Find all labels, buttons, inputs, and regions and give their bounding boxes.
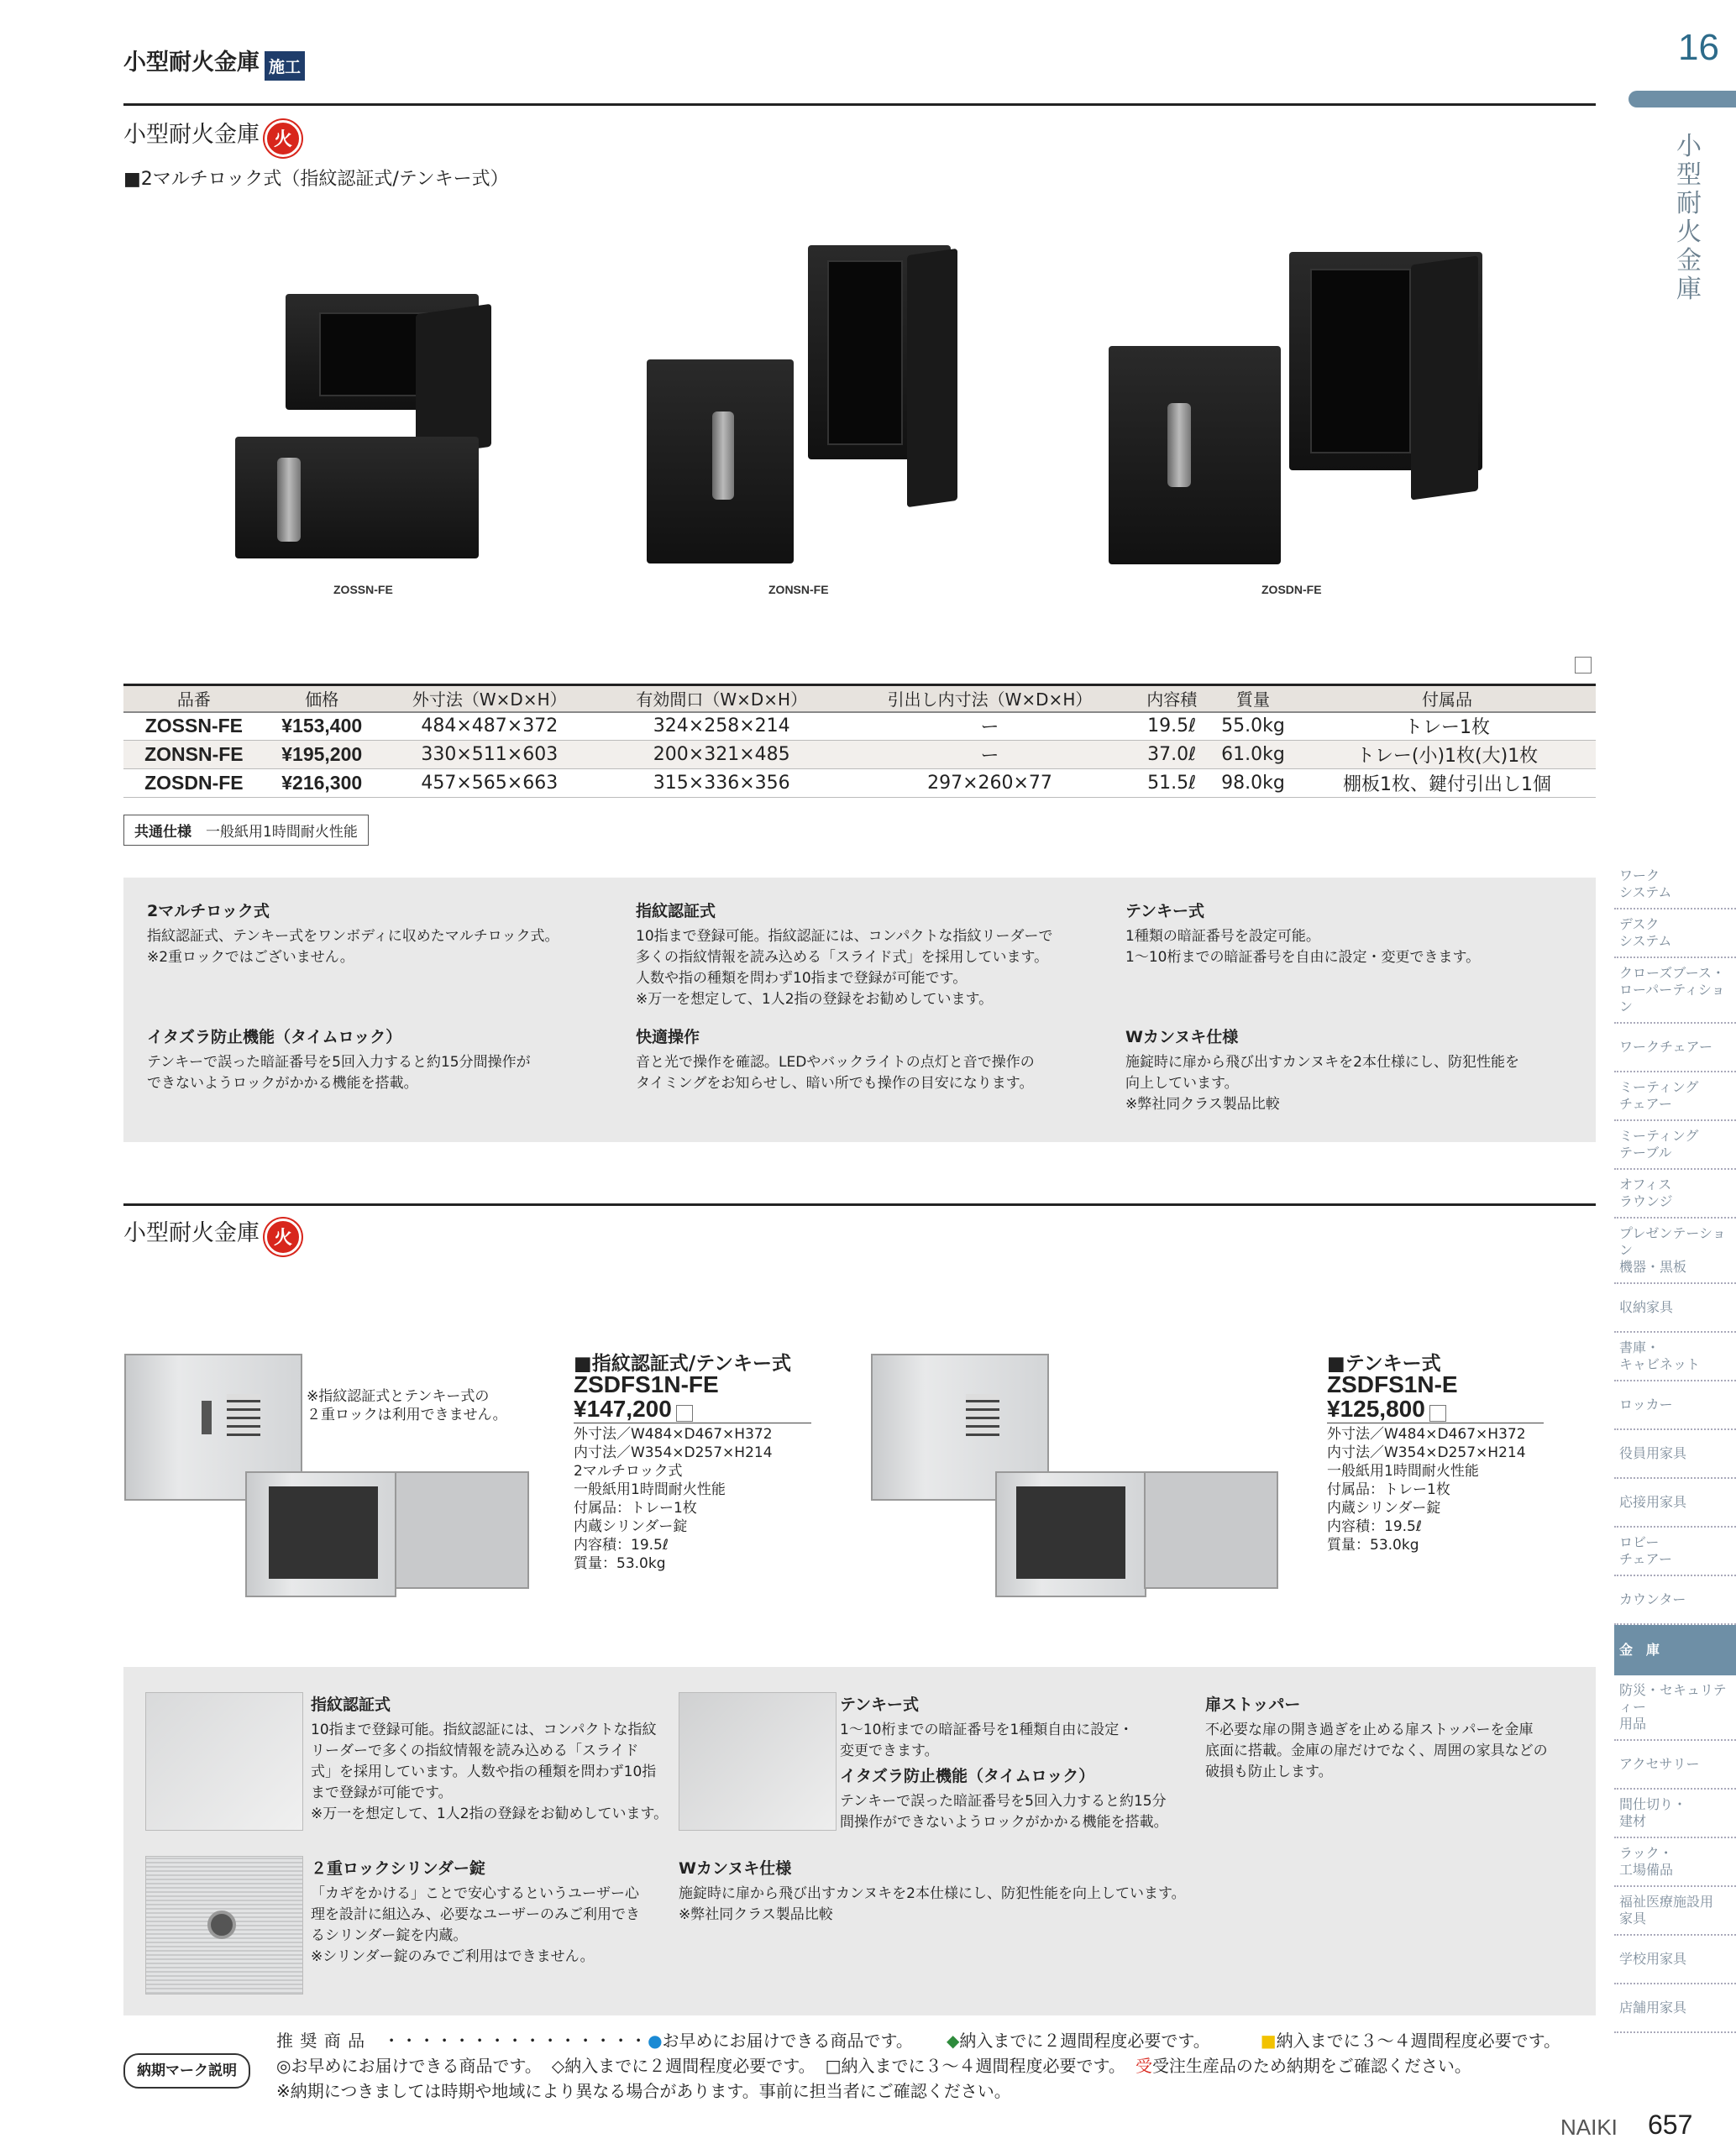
keypad-photo bbox=[679, 1692, 837, 1831]
sidebar-item[interactable]: ラック・ 工場備品 bbox=[1614, 1838, 1736, 1887]
table-cell: 61.0kg bbox=[1208, 741, 1298, 769]
section2-rule bbox=[123, 1203, 1596, 1206]
feature-body: 10指まで登録可能。指紋認証には、コンパクトな指紋 リーダーで多くの指紋情報を読み込める「スライド 式」を採用しています。人数や指の種類を問わず10指 まで登録が可能です。 ※万一を想定して、1人2指の登録をお勧めしています。 bbox=[311, 1722, 669, 1822]
product1-price: ¥147,200 bbox=[574, 1396, 672, 1422]
product2-delivery-mark bbox=[1429, 1405, 1446, 1422]
sidebar-nav bbox=[1614, 861, 1736, 2033]
legend-recommended: 推 奨 商 品 ・・・・・・・・・・・・・・・ bbox=[276, 2031, 648, 2051]
product2-price-row bbox=[1327, 1397, 1446, 1422]
sidebar-item[interactable]: カウンター bbox=[1614, 1576, 1736, 1625]
product2-type: ■テンキー式 bbox=[1327, 1353, 1441, 1375]
chapter-number: 16 bbox=[1678, 27, 1719, 68]
table-cell: トレー1枚 bbox=[1298, 712, 1596, 741]
feature-heading: テンキー式 bbox=[840, 1696, 920, 1714]
table-header: 品番 bbox=[123, 685, 265, 712]
sidebar-item[interactable]: 役員用家具 bbox=[1614, 1430, 1736, 1479]
feature-block bbox=[311, 1856, 640, 1968]
feature-body: テンキーで誤った暗証番号を5回入力すると約15分 間操作ができないようロックがかかる機能を搭載。 bbox=[840, 1793, 1168, 1831]
table-cell: ZOSSN-FE bbox=[123, 712, 265, 741]
feature-block bbox=[311, 1692, 668, 1825]
table-cell: 19.5ℓ bbox=[1135, 712, 1208, 741]
delivery-mark-checkbox bbox=[1575, 657, 1592, 674]
table-cell: 324×258×214 bbox=[600, 712, 844, 741]
product1-specs: 外寸法／W484×D467×H372 内寸法／W354×D257×H214 2マルチロック式 一般紙用1時間耐火性能 付属品：トレー1枚 内蔵シリンダー錠 内容積：19.5ℓ 質量：53.0kg bbox=[574, 1426, 773, 1572]
sidebar-item[interactable]: 収納家具 bbox=[1614, 1284, 1736, 1333]
feature-block bbox=[840, 1764, 1168, 1833]
legend-note: ※納期につきましては時期や地域により異なる場合があります。事前に担当者にご確認ください。 bbox=[276, 2081, 1011, 2101]
feature-body: 音と光で操作を確認。LEDやバックライトの点灯と音で操作の タイミングをお知らせし、暗い所でも操作の目安になります。 bbox=[636, 1054, 1035, 1092]
section1-heading bbox=[123, 116, 302, 157]
feature-body: 不必要な扉の開き過ぎを止める扉ストッパーを金庫 底面に搭載。金庫の扉だけでなく、周囲の家具などの 破損も防止します。 bbox=[1205, 1722, 1548, 1780]
feature-heading: 指紋認証式 bbox=[311, 1696, 391, 1714]
feature-block bbox=[1205, 1692, 1548, 1783]
legend-blue: ●お早めにお届けできる商品です。 bbox=[648, 2031, 913, 2051]
legend-order: 受受注生産品のため納期をご確認ください。 bbox=[1135, 2056, 1471, 2076]
section2-heading bbox=[123, 1214, 302, 1255]
header-rule bbox=[123, 103, 1596, 106]
fingerprint-photo bbox=[145, 1692, 303, 1831]
feature-body: 施錠時に扉から飛び出すカンヌキを2本仕様にし、防犯性能を向上しています。 ※弊社同クラス製品比較 bbox=[679, 1885, 1186, 1923]
sidebar-item[interactable]: ミーティング チェアー bbox=[1614, 1072, 1736, 1121]
legend-yellow: ■納入までに３～４週間程度必要です。 bbox=[1260, 2031, 1561, 2051]
image-caption: ZONSN-FE bbox=[768, 583, 829, 596]
sidebar-item[interactable]: 書庫・ キャビネット bbox=[1614, 1333, 1736, 1381]
page-header bbox=[123, 44, 305, 81]
table-cell: 484×487×372 bbox=[380, 712, 600, 741]
legend-circle: ◎お早めにお届けできる商品です。 bbox=[276, 2056, 542, 2076]
lock-note: ※指紋認証式とテンキー式の ２重ロックは利用できません。 bbox=[307, 1388, 507, 1423]
table-cell: 330×511×603 bbox=[380, 741, 600, 769]
sidebar-item[interactable]: 店舗用家具 bbox=[1614, 1984, 1736, 2033]
table-cell: 315×336×356 bbox=[600, 769, 844, 798]
feature-heading: テンキー式 bbox=[1125, 902, 1205, 920]
product1-type: ■指紋認証式/テンキー式 bbox=[574, 1353, 791, 1375]
product2-price: ¥125,800 bbox=[1327, 1396, 1425, 1422]
product1-delivery-mark bbox=[676, 1405, 693, 1422]
feature-body: 「カギをかける」ことで安心するというユーザー心 理を設計に組込み、必要なユーザーのみご利用でき るシリンダー錠を内蔵。 ※シリンダー錠のみでご利用はできません。 bbox=[311, 1885, 641, 1965]
table-cell: ー bbox=[844, 712, 1136, 741]
feature-heading: 快適操作 bbox=[636, 1028, 700, 1046]
sidebar-item[interactable]: プレゼンテーション 機器・黒板 bbox=[1614, 1219, 1736, 1284]
table-header: 引出し内寸法（W×D×H） bbox=[844, 685, 1136, 712]
table-header: 付属品 bbox=[1298, 685, 1596, 712]
table-row bbox=[123, 712, 1596, 741]
sidebar-item[interactable]: 福祉医療施設用 家具 bbox=[1614, 1887, 1736, 1936]
feature-block bbox=[840, 1692, 1133, 1762]
construction-badge: 施工 bbox=[265, 51, 305, 81]
feature-heading: イタズラ防止機能（タイムロック） bbox=[147, 1028, 402, 1046]
table-cell: 51.5ℓ bbox=[1135, 769, 1208, 798]
legend-diamond: ◇納入までに２週間程度必要です。 bbox=[551, 2056, 816, 2076]
section2-title: 小型耐火金庫 bbox=[123, 1220, 260, 1246]
table-cell: 297×260×77 bbox=[844, 769, 1136, 798]
image-caption: ZOSSN-FE bbox=[333, 583, 393, 596]
footer-page: 657 bbox=[1648, 2110, 1693, 2140]
chapter-tab bbox=[1628, 91, 1736, 107]
feature-block bbox=[147, 1025, 531, 1094]
table-cell: 457×565×663 bbox=[380, 769, 600, 798]
table-header: 有効間口（W×D×H） bbox=[600, 685, 844, 712]
sidebar-item[interactable]: アクセサリー bbox=[1614, 1741, 1736, 1790]
feature-body: 指紋認証式、テンキー式をワンボディに収めたマルチロック式。 ※2重ロックではございません。 bbox=[147, 928, 559, 966]
table-cell: 棚板1枚、鍵付引出し1個 bbox=[1298, 769, 1596, 798]
table-cell: ¥195,200 bbox=[265, 741, 380, 769]
feature-block bbox=[147, 899, 559, 968]
sidebar-item[interactable]: デスク システム bbox=[1614, 909, 1736, 958]
sidebar-title: 小型耐火金庫 bbox=[1676, 132, 1702, 304]
feature-heading: 扉ストッパー bbox=[1205, 1696, 1301, 1714]
delivery-legend-button: 納期マーク説明 bbox=[123, 2053, 250, 2089]
sidebar-item[interactable]: 応接用家具 bbox=[1614, 1479, 1736, 1528]
feature-block bbox=[636, 1025, 1035, 1094]
flame-icon: 火 bbox=[265, 1219, 302, 1255]
table-header: 内容積 bbox=[1135, 685, 1208, 712]
table-row bbox=[123, 741, 1596, 769]
page-title: 小型耐火金庫 bbox=[123, 50, 260, 76]
table-cell: 37.0ℓ bbox=[1135, 741, 1208, 769]
table-cell: 98.0kg bbox=[1208, 769, 1298, 798]
feature-body: テンキーで誤った暗証番号を5回入力すると約15分間操作が できないようロックがかかる機能を搭載。 bbox=[147, 1054, 531, 1092]
common-spec-box bbox=[123, 815, 369, 846]
sidebar-item[interactable]: 学校用家具 bbox=[1614, 1936, 1736, 1984]
feature-heading: Wカンヌキ仕様 bbox=[679, 1859, 792, 1878]
legend-row-2 bbox=[276, 2053, 1471, 2078]
feature-block bbox=[1125, 1025, 1519, 1115]
feature-block bbox=[636, 899, 1052, 1010]
feature-heading: ２重ロックシリンダー錠 bbox=[311, 1859, 485, 1878]
sidebar-item[interactable]: 金 庫 bbox=[1614, 1625, 1736, 1675]
sidebar-item[interactable]: ミーティング テーブル bbox=[1614, 1121, 1736, 1170]
sidebar-item[interactable]: クローズブース・ ローパーティション bbox=[1614, 958, 1736, 1024]
legend-green: ◆納入までに２週間程度必要です。 bbox=[946, 2031, 1210, 2051]
feature-body: 1種類の暗証番号を設定可能。 1～10桁までの暗証番号を自由に設定・変更できます。 bbox=[1125, 928, 1481, 966]
key-icon bbox=[207, 1911, 236, 1939]
sidebar-item[interactable]: ロッカー bbox=[1614, 1381, 1736, 1430]
common-spec-value: 一般紙用1時間耐火性能 bbox=[206, 824, 358, 841]
table-cell: 55.0kg bbox=[1208, 712, 1298, 741]
sidebar-item[interactable]: ワーク システム bbox=[1614, 861, 1736, 909]
table-cell: ¥153,400 bbox=[265, 712, 380, 741]
feature-heading: イタズラ防止機能（タイムロック） bbox=[840, 1767, 1095, 1785]
legend-square: □納入までに３～４週間程度必要です。 bbox=[825, 2056, 1125, 2076]
product1-code: ZSDFS1N-FE bbox=[574, 1371, 719, 1397]
sidebar-item[interactable]: ワークチェアー bbox=[1614, 1024, 1736, 1072]
table-cell: 200×321×485 bbox=[600, 741, 844, 769]
spec-table bbox=[123, 684, 1596, 798]
feature-heading: Wカンヌキ仕様 bbox=[1125, 1028, 1239, 1046]
table-header: 価格 bbox=[265, 685, 380, 712]
table-cell: ZOSDN-FE bbox=[123, 769, 265, 798]
sidebar-item[interactable]: 間仕切り・ 建材 bbox=[1614, 1790, 1736, 1838]
table-header: 外寸法（W×D×H） bbox=[380, 685, 600, 712]
feature-heading: 指紋認証式 bbox=[636, 902, 716, 920]
section1-title: 小型耐火金庫 bbox=[123, 122, 260, 148]
table-cell: ZONSN-FE bbox=[123, 741, 265, 769]
legend-row-1 bbox=[276, 2028, 1560, 2053]
feature-body: 10指まで登録可能。指紋認証には、コンパクトな指紋リーダーで 多くの指紋情報を読み込める「スライド式」を採用しています。 人数や指の種類を問わず10指まで登録が可能です。 ※万一を想定して、1人2指の登録をお勧めしています。 bbox=[636, 928, 1053, 1008]
image-caption: ZOSDN-FE bbox=[1261, 583, 1322, 596]
feature-heading: 2マルチロック式 bbox=[147, 902, 270, 920]
table-cell: トレー(小)1枚(大)1枚 bbox=[1298, 741, 1596, 769]
feature-body: 施錠時に扉から飛び出すカンヌキを2本仕様にし、防犯性能を 向上しています。 ※弊社同クラス製品比較 bbox=[1125, 1054, 1519, 1113]
table-cell: ー bbox=[844, 741, 1136, 769]
table-row bbox=[123, 769, 1596, 798]
common-spec-label: 共通仕様 bbox=[134, 824, 191, 841]
sidebar-item[interactable]: 防災・セキュリティー 用品 bbox=[1614, 1675, 1736, 1741]
flame-icon: 火 bbox=[265, 120, 302, 157]
table-header: 質量 bbox=[1208, 685, 1298, 712]
feature-block bbox=[679, 1856, 1186, 1926]
product2-code: ZSDFS1N-E bbox=[1327, 1371, 1458, 1397]
feature-body: 1～10桁までの暗証番号を1種類自由に設定・ 変更できます。 bbox=[840, 1722, 1134, 1759]
feature-block bbox=[1125, 899, 1480, 968]
section1-subtitle: ■2マルチロック式（指紋認証式/テンキー式） bbox=[123, 169, 509, 190]
product2-specs: 外寸法／W484×D467×H372 内寸法／W354×D257×H214 一般紙用1時間耐火性能 付属品：トレー1枚 内蔵シリンダー錠 内容積：19.5ℓ 質量：53.0kg bbox=[1327, 1426, 1526, 1554]
sidebar-item[interactable]: オフィス ラウンジ bbox=[1614, 1170, 1736, 1219]
table-cell: ¥216,300 bbox=[265, 769, 380, 798]
footer-brand: NAIKI bbox=[1560, 2115, 1618, 2140]
product1-price-row bbox=[574, 1397, 693, 1422]
sidebar-item[interactable]: ロビー チェアー bbox=[1614, 1528, 1736, 1576]
